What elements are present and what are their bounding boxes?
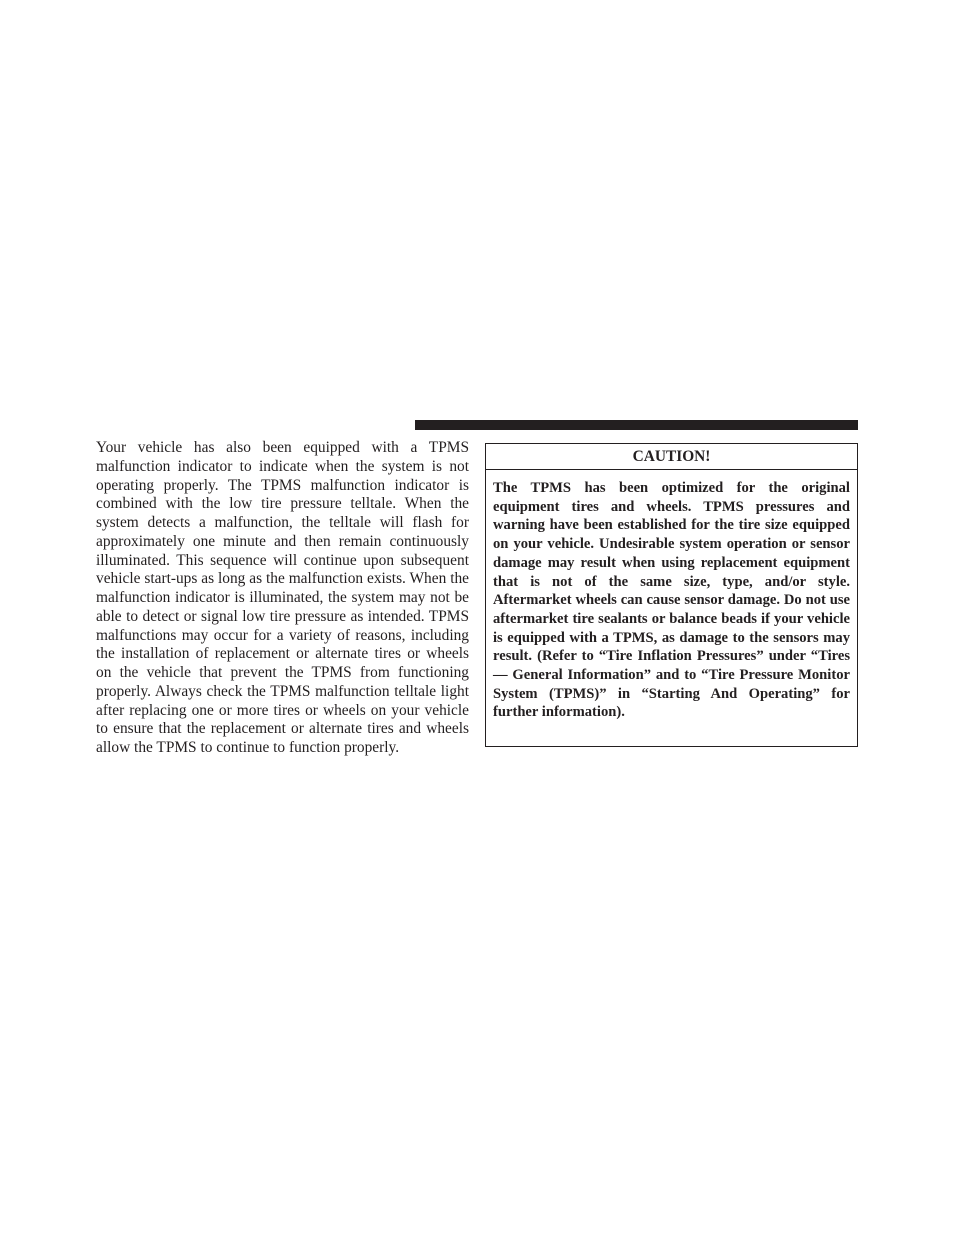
caution-text: The TPMS has been optimized for the original equipment tires and wheels. TPMS pressures and warning have been established for the tire size equipped on your vehicle. Undesirable system operation or sensor damage may result when using replacement equipment that is not of the same size, type, and/or style. Aftermarket wheels can cause sensor damage. Do not use aftermarket tire sealants or balance beads if your vehicle is equipped with a TPMS, as damage to the sensors may result. (Refer to “Tire Inflation Pressures” under “Tires — General Information” and to “Tire Pressure Monitor System (TPMS)” in “Starting And Operating” for further information). (493, 480, 850, 721)
tpms-malfunction-paragraph: Your vehicle has also been equipped with a TPMS malfunction indicator to indicate when the system is not operating properly. The TPMS malfunction indicator is combined with the low tire pressure telltale. When the system detects a malfunction, the telltale will flash for approximately one minute and then remain continuously illuminated. This sequence will continue upon subsequent vehicle start-ups as long as the malfunction exists. When the malfunction indicator is illuminated, the system may not be able to detect or signal low tire pressure as intended. TPMS malfunctions may occur for a variety of reasons, including the installation of replacement or alternate tires or wheels on the vehicle that prevent the TPMS from functioning properly. Always check the TPMS malfunction telltale light after replacing one or more tires or wheels on your vehicle to ensure that the replacement or alternate tires and wheels allow the TPMS to continue to function properly. (96, 439, 469, 756)
section-header-bar (415, 420, 858, 430)
caution-box (485, 443, 858, 747)
caution-title: CAUTION! (486, 444, 857, 470)
